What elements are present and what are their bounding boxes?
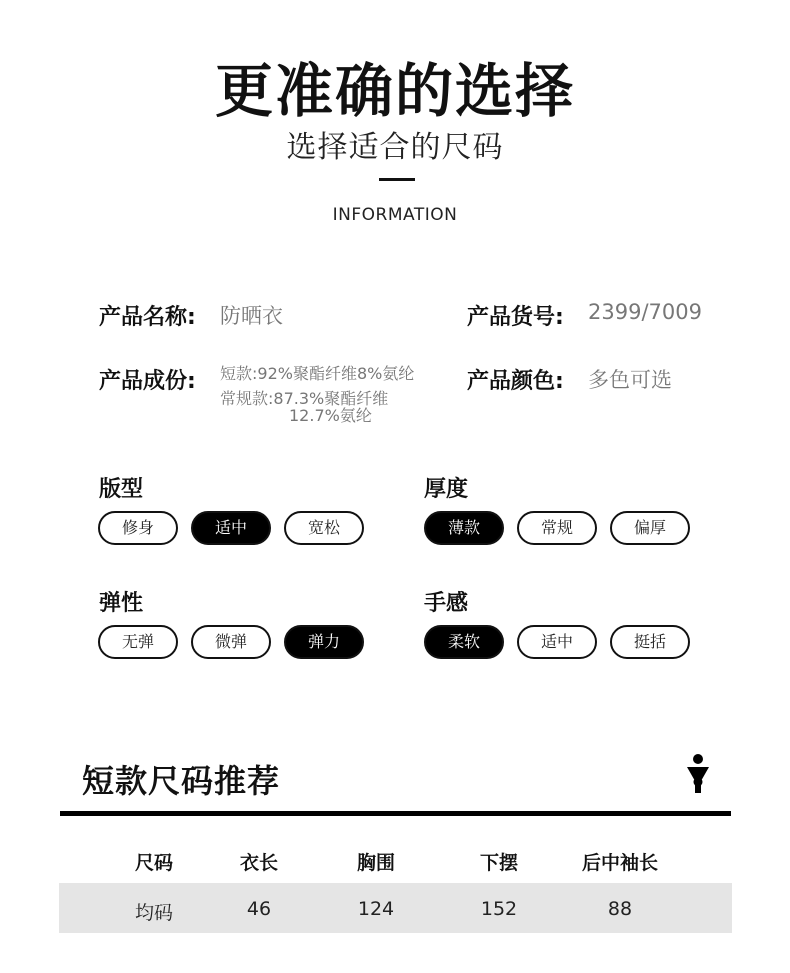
divider xyxy=(379,178,415,181)
fit-option: 修身 xyxy=(98,511,178,545)
page-title: 更准确的选择 xyxy=(214,57,575,125)
table-cell-sleeve: 88 xyxy=(607,898,633,920)
table-header-hem: 下摆 xyxy=(479,852,518,874)
thickness-option: 常规 xyxy=(517,511,597,545)
composition-regular-line1: 常规款:87.3%聚酯纤维 xyxy=(220,389,389,408)
elasticity-title: 弹性 xyxy=(99,591,144,616)
feel-option: 挺括 xyxy=(610,625,690,659)
table-top-rule xyxy=(60,811,731,816)
product-color-label: 产品颜色: xyxy=(467,369,564,394)
elasticity-option: 弹力 xyxy=(284,625,364,659)
table-header-size: 尺码 xyxy=(134,852,173,874)
size-table-title: 短款尺码推荐 xyxy=(82,762,281,800)
fit-option: 适中 xyxy=(191,511,271,545)
product-name-label: 产品名称: xyxy=(99,305,196,330)
fit-title: 版型 xyxy=(99,477,144,502)
product-composition-label: 产品成份: xyxy=(99,369,196,394)
composition-short: 短款:92%聚酯纤维8%氨纶 xyxy=(220,364,415,383)
thickness-option: 薄款 xyxy=(424,511,504,545)
table-header-sleeve: 后中袖长 xyxy=(581,852,658,874)
person-icon xyxy=(684,753,712,801)
table-cell-hem: 152 xyxy=(480,898,518,920)
product-sku-label: 产品货号: xyxy=(467,305,564,330)
page-subtitle: 选择适合的尺码 xyxy=(286,130,504,165)
table-header-chest: 胸围 xyxy=(356,852,395,874)
feel-option: 适中 xyxy=(517,625,597,659)
product-name-value: 防晒衣 xyxy=(220,304,283,328)
thickness-option: 偏厚 xyxy=(610,511,690,545)
feel-option: 柔软 xyxy=(424,625,504,659)
table-cell-length: 46 xyxy=(246,898,272,920)
composition-regular-line2: 12.7%氨纶 xyxy=(289,406,372,425)
product-color-value: 多色可选 xyxy=(588,368,672,392)
elasticity-option: 微弹 xyxy=(191,625,271,659)
fit-option: 宽松 xyxy=(284,511,364,545)
table-header-length: 衣长 xyxy=(239,852,278,874)
product-sku-value: 2399/7009 xyxy=(588,300,702,324)
information-label: INFORMATION xyxy=(332,205,458,225)
thickness-title: 厚度 xyxy=(424,477,469,502)
table-cell-chest: 124 xyxy=(357,898,395,920)
elasticity-option: 无弹 xyxy=(98,625,178,659)
table-cell-size: 均码 xyxy=(134,902,173,924)
feel-title: 手感 xyxy=(424,591,469,616)
